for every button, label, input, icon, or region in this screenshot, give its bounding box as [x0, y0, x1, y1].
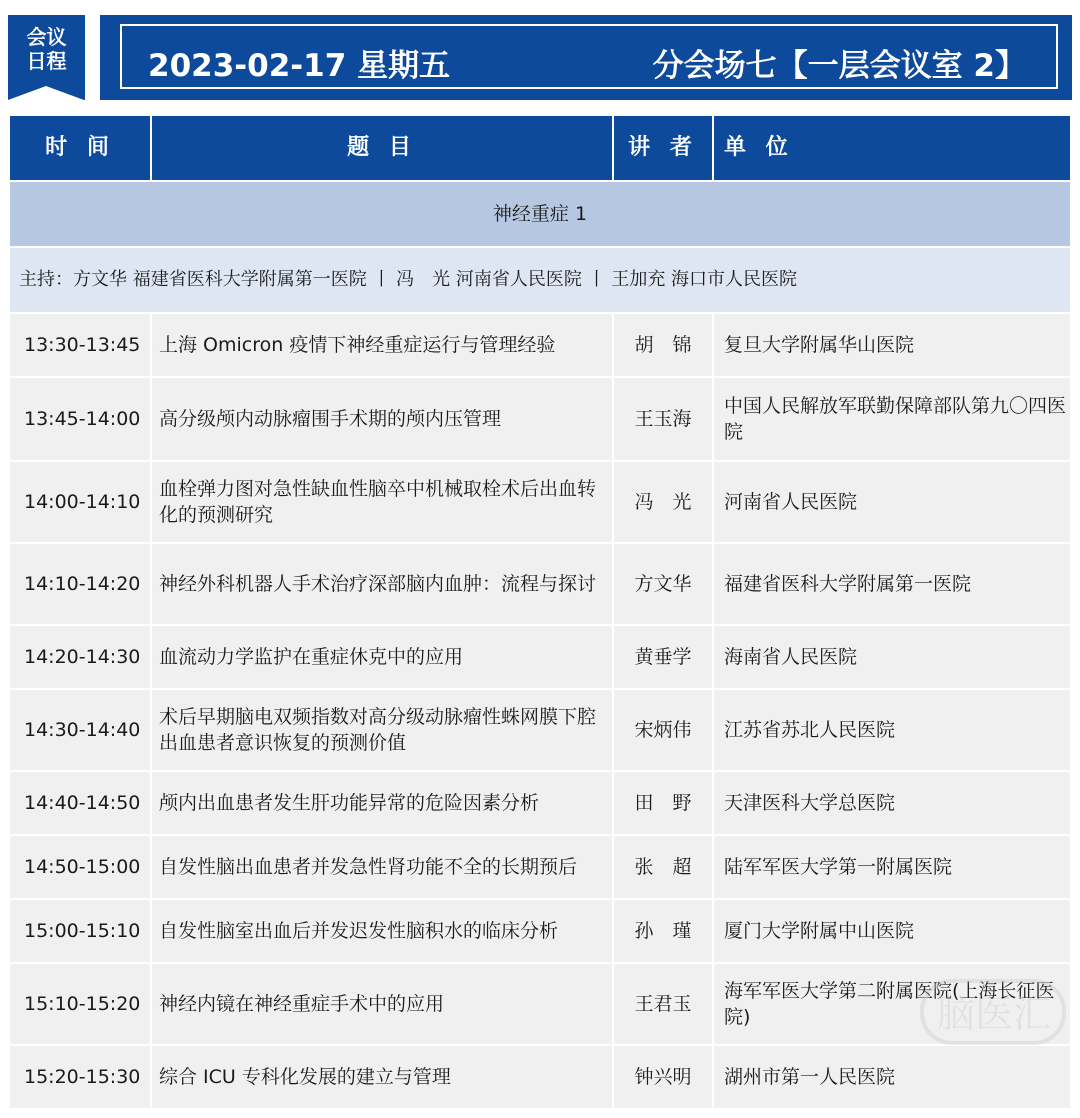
- org-cell: 江苏省苏北人民医院: [724, 719, 896, 741]
- topic-cell: 血栓弹力图对急性缺血性脑卒中机械取栓术后出血转化的预测研究: [159, 478, 597, 526]
- time-cell: 14:10-14:20: [24, 573, 141, 595]
- col-speaker-header: 讲 者: [628, 135, 698, 160]
- col-org-header: 单 位: [724, 135, 794, 160]
- table-row: [10, 772, 1070, 836]
- watermark-text: 脑医汇: [936, 992, 1052, 1036]
- time-cell: 14:50-15:00: [24, 856, 141, 878]
- topic-cell: 术后早期脑电双频指数对高分级动脉瘤性蛛网膜下腔出血患者意识恢复的预测价值: [159, 706, 597, 754]
- time-cell: 14:40-14:50: [24, 792, 141, 814]
- org-cell: 天津医科大学总医院: [724, 792, 896, 814]
- speaker-cell: 宋炳伟: [634, 719, 692, 741]
- table-row: [10, 900, 1070, 964]
- watermark-logo: [918, 975, 1068, 1047]
- org-cell: 陆军军医大学第一附属医院: [724, 856, 953, 878]
- table-header: [10, 116, 1070, 182]
- org-cell: 海军军医大学第二附属医院(上海长征医院): [724, 980, 1055, 1028]
- speaker-cell: 王君玉: [634, 993, 692, 1015]
- banner-frame: [120, 24, 1058, 89]
- time-cell: 15:20-15:30: [24, 1066, 141, 1088]
- speaker-cell: 孙 瑾: [634, 920, 692, 942]
- org-cell: 厦门大学附属中山医院: [724, 920, 915, 942]
- badge-notch: [8, 86, 84, 100]
- table-row: [10, 964, 1070, 1046]
- speaker-cell: 田 野: [634, 792, 692, 814]
- speaker-cell: 王玉海: [634, 408, 692, 430]
- badge-line-1: 会议: [26, 25, 67, 49]
- table-row: [10, 690, 1070, 772]
- col-time-header: 时 间: [45, 135, 115, 160]
- topic-cell: 神经内镜在神经重症手术中的应用: [159, 993, 445, 1015]
- schedule-date: 2023-02-17 星期五: [148, 48, 451, 84]
- agenda-badge: [8, 15, 85, 100]
- agenda-badge-text: [8, 25, 85, 73]
- time-cell: 15:10-15:20: [24, 993, 141, 1015]
- time-cell: 14:00-14:10: [24, 491, 141, 513]
- org-cell: 中国人民解放军联勤保障部队第九〇四医院: [724, 395, 1067, 443]
- topic-cell: 血流动力学监护在重症休克中的应用: [159, 646, 464, 668]
- header-banner: [100, 15, 1072, 100]
- time-cell: 13:45-14:00: [24, 408, 141, 430]
- org-cell: 河南省人民医院: [724, 491, 858, 513]
- table-row: [10, 1046, 1070, 1110]
- org-cell: 湖州市第一人民医院: [724, 1066, 896, 1088]
- table-row: [10, 544, 1070, 626]
- topic-cell: 神经外科机器人手术治疗深部脑内血肿：流程与探讨: [159, 573, 597, 595]
- badge-line-2: 日程: [26, 49, 67, 73]
- session-chairs: 主持：方文华 福建省医科大学附属第一医院 丨 冯 光 河南省人民医院 丨 王加充 海口市人民医院: [10, 248, 1070, 314]
- table-row: [10, 626, 1070, 690]
- topic-cell: 综合 ICU 专科化发展的建立与管理: [159, 1066, 451, 1088]
- time-cell: 14:30-14:40: [24, 719, 141, 741]
- speaker-cell: 张 超: [634, 856, 692, 878]
- time-cell: 14:20-14:30: [24, 646, 141, 668]
- topic-cell: 自发性脑室出血后并发迟发性脑积水的临床分析: [159, 920, 559, 942]
- schedule-rows: [10, 314, 1070, 1110]
- col-topic-header: 题 目: [347, 135, 417, 160]
- speaker-cell: 方文华: [634, 573, 692, 595]
- venue-title: 分会场七【一层会议室 2】: [652, 48, 1026, 84]
- schedule-table: [10, 116, 1070, 1110]
- table-row: [10, 378, 1070, 462]
- speaker-cell: 胡 锦: [634, 334, 692, 356]
- topic-cell: 颅内出血患者发生肝功能异常的危险因素分析: [159, 792, 540, 814]
- speaker-cell: 黄垂学: [634, 646, 692, 668]
- org-cell: 福建省医科大学附属第一医院: [724, 573, 972, 595]
- time-cell: 15:00-15:10: [24, 920, 141, 942]
- table-row: [10, 314, 1070, 378]
- speaker-cell: 冯 光: [634, 491, 692, 513]
- topic-cell: 上海 Omicron 疫情下神经重症运行与管理经验: [159, 334, 556, 356]
- session-title: 神经重症 1: [10, 182, 1070, 248]
- time-cell: 13:30-13:45: [24, 334, 141, 356]
- topic-cell: 自发性脑出血患者并发急性肾功能不全的长期预后: [159, 856, 578, 878]
- org-cell: 海南省人民医院: [724, 646, 858, 668]
- speaker-cell: 钟兴明: [634, 1066, 692, 1088]
- table-row: [10, 836, 1070, 900]
- table-row: [10, 462, 1070, 544]
- topic-cell: 高分级颅内动脉瘤围手术期的颅内压管理: [159, 408, 502, 430]
- org-cell: 复旦大学附属华山医院: [724, 334, 915, 356]
